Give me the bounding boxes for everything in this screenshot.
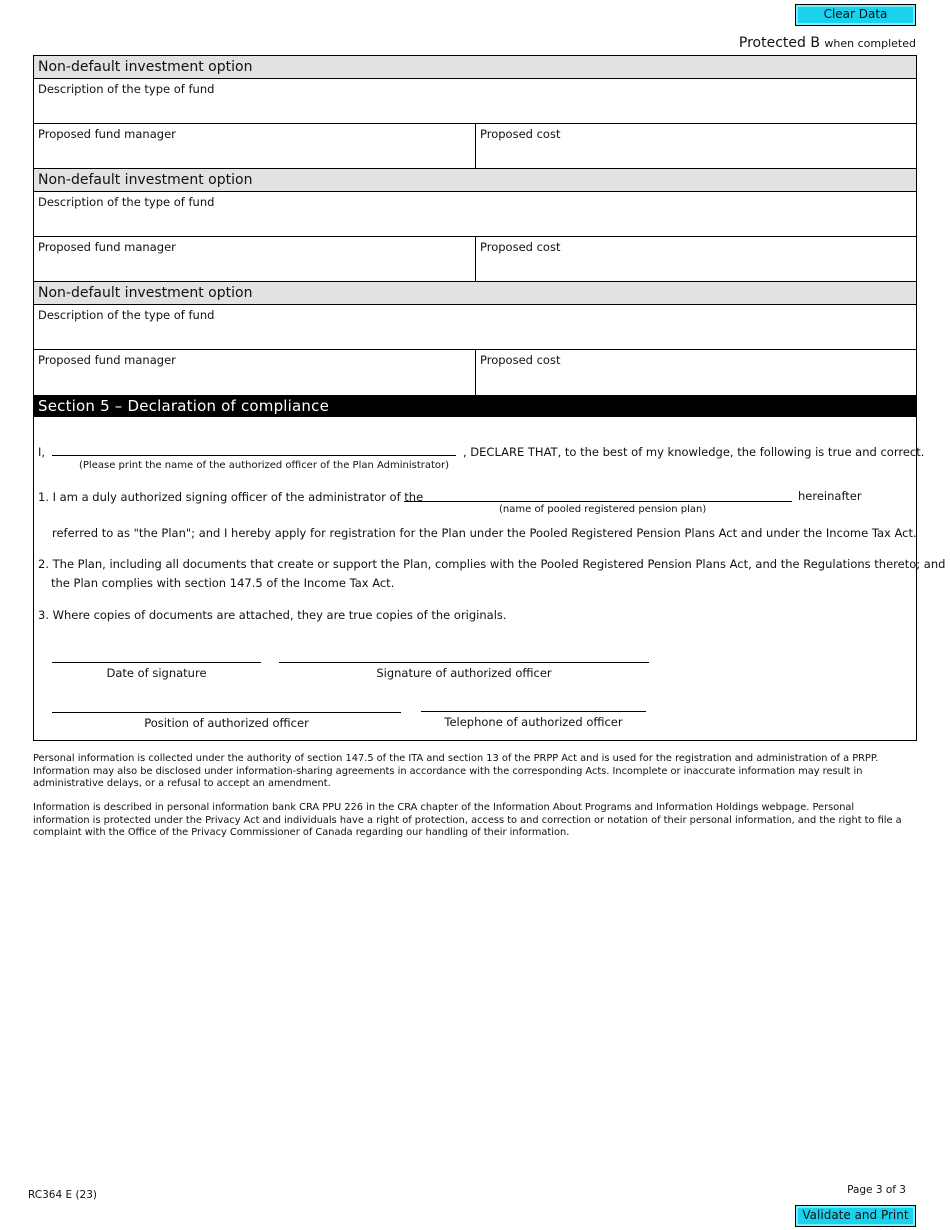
section-5-header: Section 5 – Declaration of compliance xyxy=(34,395,916,417)
signature-label: Signature of authorized officer xyxy=(376,666,552,680)
fund-manager-label-1: Proposed fund manager xyxy=(38,127,176,141)
plan-name-input[interactable] xyxy=(404,501,792,502)
officer-name-input[interactable] xyxy=(52,455,456,456)
fund-manager-field-3[interactable] xyxy=(34,350,476,395)
privacy-notice-1: Personal information is collected under the authority of section 147.5 of the ITA and section 13 of the PRPP Act and is used for the registration and administration of a PRPP. Information may also be disclosed under information-sharing agreements in accordance with the corresponding Acts. Incomplete or inaccurate information may result in administrative delays, or a refusal to accept an amendment. xyxy=(33,753,879,789)
proposed-cost-label-1: Proposed cost xyxy=(480,127,561,141)
description-field-2[interactable] xyxy=(34,192,916,237)
fund-manager-label-3: Proposed fund manager xyxy=(38,353,176,367)
option-header-2: Non-default investment option xyxy=(34,169,916,192)
description-field-3[interactable] xyxy=(34,305,916,350)
investment-options-form xyxy=(33,55,946,741)
position-input[interactable] xyxy=(52,712,401,713)
proposed-cost-field-1[interactable] xyxy=(476,124,916,168)
protected-b-label xyxy=(739,35,916,51)
hereinafter-text: hereinafter xyxy=(798,489,862,503)
item1-text: 1. I am a duly authorized signing officer of the administrator of the xyxy=(38,490,424,504)
item1-continued-text: referred to as "the Plan"; and I hereby apply for registration for the Plan under the Pooled Registered Pension Plans Act and under the Income Tax Act. xyxy=(52,526,917,540)
protected-suffix: when completed xyxy=(824,37,916,50)
telephone-label: Telephone of authorized officer xyxy=(444,715,623,729)
i-label: I, xyxy=(38,445,46,459)
form-id: RC364 E (23) xyxy=(28,1189,98,1201)
item2-continued-text: the Plan complies with section 147.5 of the Income Tax Act. xyxy=(51,576,395,590)
fund-manager-field-2[interactable] xyxy=(34,237,476,281)
position-label: Position of authorized officer xyxy=(144,716,309,730)
declare-text: , DECLARE THAT, to the best of my knowledge, the following is true and correct. xyxy=(463,445,925,459)
description-label-1: Description of the type of fund xyxy=(38,82,215,96)
item3-text: 3. Where copies of documents are attached, they are true copies of the originals. xyxy=(38,608,507,622)
date-signature-input[interactable] xyxy=(52,662,261,663)
page-number: Page 3 of 3 xyxy=(847,1184,906,1196)
option-header-1: Non-default investment option xyxy=(34,56,916,79)
declaration-block xyxy=(34,417,946,740)
fund-manager-field-1[interactable] xyxy=(34,124,476,168)
validate-print-button[interactable]: Validate and Print xyxy=(795,1205,916,1227)
description-field-1[interactable] xyxy=(34,79,916,124)
item2-text: 2. The Plan, including all documents that create or support the Plan, complies with the Pooled Registered Pension Plans Act, and the Regulations thereto; and xyxy=(38,557,946,571)
plan-name-caption: (name of pooled registered pension plan) xyxy=(499,504,707,515)
officer-name-caption: (Please print the name of the authorized officer of the Plan Administrator) xyxy=(79,460,450,471)
proposed-cost-field-3[interactable] xyxy=(476,350,916,395)
description-label-3: Description of the type of fund xyxy=(38,308,215,322)
proposed-cost-field-2[interactable] xyxy=(476,237,916,281)
telephone-input[interactable] xyxy=(421,711,646,712)
signature-input[interactable] xyxy=(279,662,649,663)
description-label-2: Description of the type of fund xyxy=(38,195,215,209)
option-header-3: Non-default investment option xyxy=(34,282,916,305)
privacy-notice-2: Information is described in personal information bank CRA PPU 226 in the CRA chapter of the Information About Programs and Information Holdings webpage. Personal information is protected under the Privacy Act and individuals have a right of protection, access to and correction or notation of their personal information, and the right to file a complaint with the Office of the Privacy Commissioner of Canada regarding our handling of their information. xyxy=(33,802,902,838)
proposed-cost-label-3: Proposed cost xyxy=(480,353,561,367)
date-signature-label: Date of signature xyxy=(106,666,207,680)
protected-main: Protected B xyxy=(738,35,820,51)
fund-manager-label-2: Proposed fund manager xyxy=(38,240,176,254)
clear-data-button[interactable]: Clear Data xyxy=(795,4,916,26)
proposed-cost-label-2: Proposed cost xyxy=(480,240,561,254)
